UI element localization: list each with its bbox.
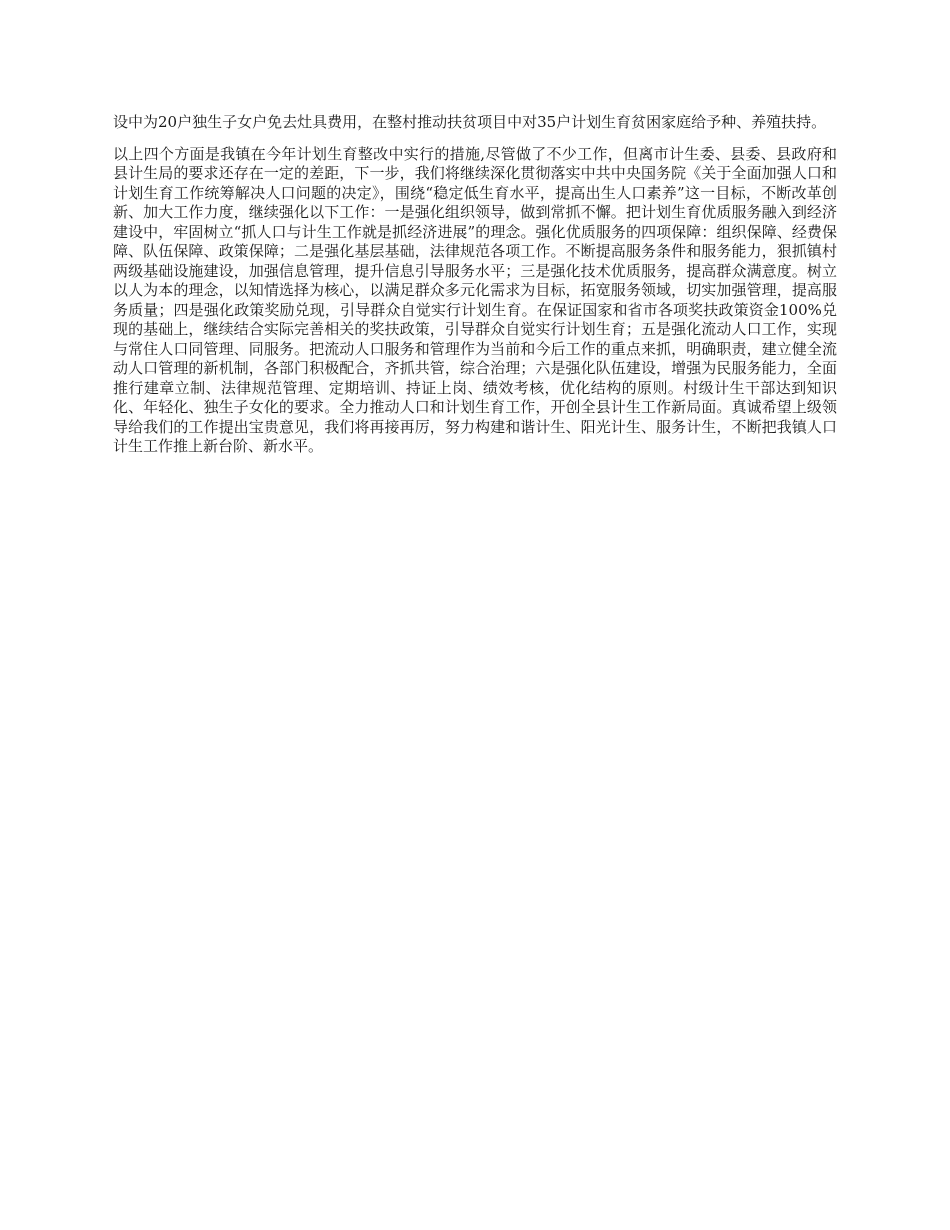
document-body bbox=[113, 113, 837, 469]
paragraph-1: 设中为20户独生子女户免去灶具费用，在整村推动扶贫项目中对35户计划生育贫困家庭给予种、养殖扶持。 bbox=[113, 113, 827, 131]
paragraph-2: 以上四个方面是我镇在今年计划生育整改中实行的措施,尽管做了不少工作，但离市计生委、县委、县政府和县计生局的要求还存在一定的差距，下一步，我们将继续深化贯彻落实中共中央国务院《关于全面加强人口和计划生育工作统筹解决人口问题的决定》，围绕“稳定低生育水平，提高出生人口素养”这一目标，不断改革创新、加大工作力度，继续强化以下工作：一是强化组织领导，做到常抓不懈。把计划生育优质服务融入到经济建设中，牢固树立“抓人口与计生工作就是抓经济进展”的理念。强化优质服务的四项保障：组织保障、经费保障、队伍保障、政策保障；二是强化基层基础，法律规范各项工作。不断提高服务条件和服务能力，狠抓镇村两级基础设施建设，加强信息管理，提升信息引导服务水平；三是强化技术优质服务，提高群众满意度。树立以人为本的理念，以知情选择为核心，以满足群众多元化需求为目标，拓宽服务领域，切实加强管理，提高服务质量；四是强化政策奖励兑现，引导群众自觉实行计划生育。在保证国家和省市各项奖扶政策资金100%兑现的基础上，继续结合实际完善相关的奖扶政策，引导群众自觉实行计划生育；五是强化流动人口工作，实现与常住人口同管理、同服务。把流动人口服务和管理作为当前和今后工作的重点来抓，明确职责，建立健全流动人口管理的新机制，各部门积极配合，齐抓共管，综合治理；六是强化队伍建设，增强为民服务能力，全面推行建章立制、法律规范管理、定期培训、持证上岗、绩效考核，优化结构的原则。村级计生干部达到知识化、年轻化、独生子女化的要求。全力推动人口和计划生育工作，开创全县计生工作新局面。真诚希望上级领导给我们的工作提出宝贵意见，我们将再接再厉，努力构建和谐计生、阳光计生、服务计生，不断把我镇人口计生工作推上新台阶、新水平。 bbox=[113, 144, 837, 455]
